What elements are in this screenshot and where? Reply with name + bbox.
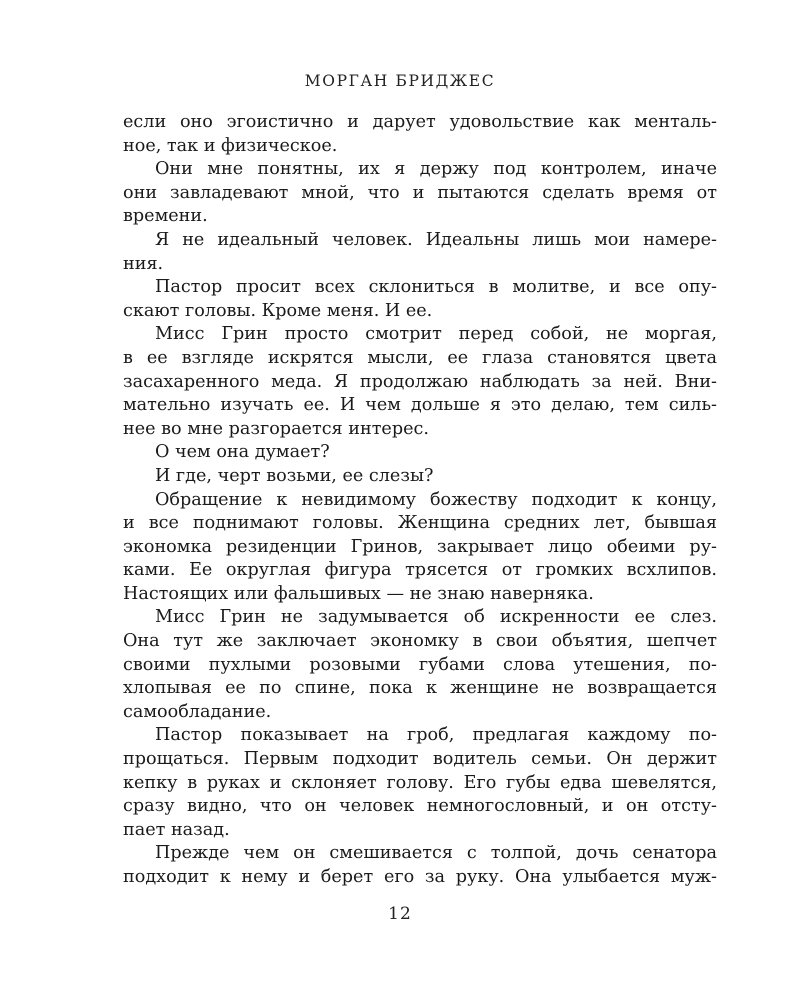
text-line: кепку в руках и склоняет голову. Его губы едва шевелятся, bbox=[123, 772, 717, 793]
text-line: Они мне понятны, их я держу под контролем, иначе bbox=[155, 159, 717, 180]
text-line: Пастор просит всех склониться в молитве, и все опу- bbox=[155, 277, 717, 298]
text-line: Настоящих или фальшивых — не знаю наверняка. bbox=[123, 583, 594, 604]
text-line: самообладание. bbox=[123, 701, 272, 722]
running-header: МОРГАН БРИДЖЕС bbox=[304, 72, 496, 90]
text-line: Мисс Грин не задумывается об искренности ее слез. bbox=[155, 607, 717, 628]
text-line: ное, так и физическое. bbox=[123, 135, 338, 156]
text-line: пает назад. bbox=[123, 819, 230, 840]
text-line: прощаться. Первым подходит водитель семьи. Он держит bbox=[123, 749, 717, 770]
text-line: хлопывая ее по спине, пока к женщине не возвращается bbox=[123, 678, 717, 699]
text-line: ками. Ее округлая фигура трясется от громких всхлипов. bbox=[123, 560, 717, 581]
page-number: 12 bbox=[388, 904, 412, 924]
text-line: Я не идеальный человек. Идеальны лишь мои намере- bbox=[155, 229, 717, 250]
text-line: в ее взгляде искрятся мысли, ее глаза становятся цвета bbox=[123, 347, 717, 368]
text-line: нее во мне разгорается интерес. bbox=[123, 418, 429, 439]
body-text bbox=[123, 111, 717, 890]
text-line: своими пухлыми розовыми губами слова утешения, по- bbox=[123, 654, 717, 675]
text-line: Прежде чем он смешивается с толпой, дочь сенатора bbox=[155, 843, 717, 864]
text-line: подходит к нему и берет его за руку. Она улыбается муж- bbox=[123, 867, 717, 887]
text-line: Она тут же заключает экономку в свои объятия, шепчет bbox=[123, 631, 717, 652]
text-line: Мисс Грин просто смотрит перед собой, не моргая, bbox=[155, 324, 717, 345]
text-line: засахаренного меда. Я продолжаю наблюдать за ней. Вни- bbox=[123, 371, 717, 392]
text-line: если оно эгоистично и дарует удовольствие как менталь- bbox=[123, 112, 717, 132]
text-line: скают головы. Кроме меня. И ее. bbox=[123, 300, 433, 321]
text-line: экономка резиденции Гринов, закрывает лицо обеими ру- bbox=[123, 536, 717, 557]
text-line: Обращение к невидимому божеству подходит к концу, bbox=[155, 489, 717, 510]
text-line: и все поднимают головы. Женщина средних лет, бывшая bbox=[123, 513, 717, 534]
text-line: И где, черт возьми, ее слезы? bbox=[155, 465, 434, 486]
text-line: О чем она думает? bbox=[155, 442, 330, 463]
text-line: времени. bbox=[123, 206, 208, 227]
text-line: они завладевают мной, что и пытаются сделать время от bbox=[123, 182, 717, 203]
text-line: ния. bbox=[123, 253, 164, 274]
text-line: Пастор показывает на гроб, предлагая каждому по- bbox=[155, 725, 717, 746]
text-line: сразу видно, что он человек немногословный, и он отсту- bbox=[123, 796, 717, 817]
text-line: мательно изучать ее. И чем дольше я это делаю, тем силь- bbox=[123, 395, 717, 416]
